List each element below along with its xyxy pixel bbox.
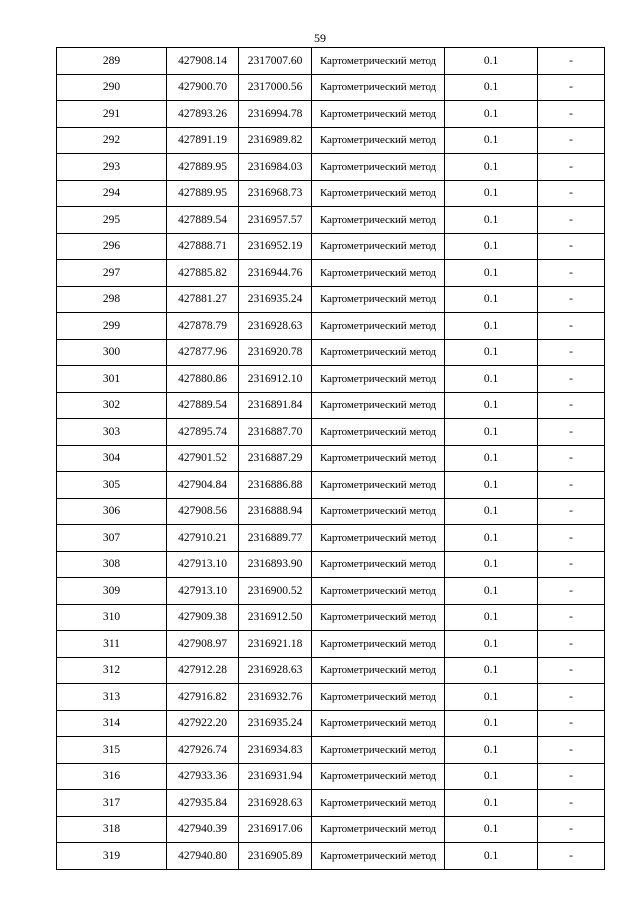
y-coordinate-cell: 2316984.03: [239, 154, 312, 181]
y-coordinate-cell: 2316905.89: [239, 843, 312, 870]
accuracy-cell: 0.1: [445, 472, 538, 499]
point-number-cell: 313: [57, 684, 167, 711]
y-coordinate-cell: 2316952.19: [239, 233, 312, 260]
x-coordinate-cell: 427910.21: [167, 525, 239, 552]
accuracy-cell: 0.1: [445, 525, 538, 552]
accuracy-cell: 0.1: [445, 419, 538, 446]
dash-cell: -: [538, 101, 605, 128]
accuracy-cell: 0.1: [445, 657, 538, 684]
y-coordinate-cell: 2316935.24: [239, 286, 312, 313]
y-coordinate-cell: 2316917.06: [239, 816, 312, 843]
dash-cell: -: [538, 472, 605, 499]
table-row: [57, 578, 605, 605]
method-cell: Картометрический метод: [312, 657, 445, 684]
accuracy-cell: 0.1: [445, 48, 538, 75]
accuracy-cell: 0.1: [445, 154, 538, 181]
table-row: [57, 313, 605, 340]
method-cell: Картометрический метод: [312, 392, 445, 419]
dash-cell: -: [538, 551, 605, 578]
table-row: [57, 419, 605, 446]
x-coordinate-cell: 427895.74: [167, 419, 239, 446]
x-coordinate-cell: 427878.79: [167, 313, 239, 340]
y-coordinate-cell: 2316932.76: [239, 684, 312, 711]
y-coordinate-cell: 2316957.57: [239, 207, 312, 234]
method-cell: Картометрический метод: [312, 604, 445, 631]
y-coordinate-cell: 2316912.10: [239, 366, 312, 393]
y-coordinate-cell: 2316928.63: [239, 657, 312, 684]
point-number-cell: 299: [57, 313, 167, 340]
method-cell: Картометрический метод: [312, 180, 445, 207]
x-coordinate-cell: 427913.10: [167, 578, 239, 605]
dash-cell: -: [538, 260, 605, 287]
point-number-cell: 302: [57, 392, 167, 419]
x-coordinate-cell: 427916.82: [167, 684, 239, 711]
accuracy-cell: 0.1: [445, 551, 538, 578]
x-coordinate-cell: 427912.28: [167, 657, 239, 684]
accuracy-cell: 0.1: [445, 74, 538, 101]
y-coordinate-cell: 2316921.18: [239, 631, 312, 658]
x-coordinate-cell: 427889.95: [167, 154, 239, 181]
table-row: [57, 339, 605, 366]
method-cell: Картометрический метод: [312, 74, 445, 101]
point-number-cell: 309: [57, 578, 167, 605]
table-row: [57, 498, 605, 525]
accuracy-cell: 0.1: [445, 445, 538, 472]
dash-cell: -: [538, 525, 605, 552]
x-coordinate-cell: 427885.82: [167, 260, 239, 287]
point-number-cell: 305: [57, 472, 167, 499]
x-coordinate-cell: 427888.71: [167, 233, 239, 260]
dash-cell: -: [538, 684, 605, 711]
method-cell: Картометрический метод: [312, 207, 445, 234]
point-number-cell: 315: [57, 737, 167, 764]
table-body: [57, 48, 605, 870]
point-number-cell: 314: [57, 710, 167, 737]
point-number-cell: 303: [57, 419, 167, 446]
method-cell: Картометрический метод: [312, 101, 445, 128]
y-coordinate-cell: 2316893.90: [239, 551, 312, 578]
table-row: [57, 631, 605, 658]
table-row: [57, 657, 605, 684]
x-coordinate-cell: 427922.20: [167, 710, 239, 737]
point-number-cell: 318: [57, 816, 167, 843]
table-row: [57, 816, 605, 843]
table-row: [57, 710, 605, 737]
x-coordinate-cell: 427891.19: [167, 127, 239, 154]
method-cell: Картометрический метод: [312, 419, 445, 446]
method-cell: Картометрический метод: [312, 816, 445, 843]
point-number-cell: 319: [57, 843, 167, 870]
accuracy-cell: 0.1: [445, 763, 538, 790]
accuracy-cell: 0.1: [445, 233, 538, 260]
dash-cell: -: [538, 710, 605, 737]
point-number-cell: 300: [57, 339, 167, 366]
table-row: [57, 207, 605, 234]
dash-cell: -: [538, 313, 605, 340]
y-coordinate-cell: 2316934.83: [239, 737, 312, 764]
y-coordinate-cell: 2316989.82: [239, 127, 312, 154]
table-row: [57, 180, 605, 207]
point-number-cell: 312: [57, 657, 167, 684]
point-number-cell: 290: [57, 74, 167, 101]
table-row: [57, 366, 605, 393]
table-row: [57, 843, 605, 870]
method-cell: Картометрический метод: [312, 551, 445, 578]
method-cell: Картометрический метод: [312, 154, 445, 181]
method-cell: Картометрический метод: [312, 763, 445, 790]
x-coordinate-cell: 427880.86: [167, 366, 239, 393]
dash-cell: -: [538, 631, 605, 658]
y-coordinate-cell: 2316944.76: [239, 260, 312, 287]
x-coordinate-cell: 427881.27: [167, 286, 239, 313]
table-row: [57, 737, 605, 764]
point-number-cell: 291: [57, 101, 167, 128]
x-coordinate-cell: 427889.54: [167, 392, 239, 419]
point-number-cell: 317: [57, 790, 167, 817]
point-number-cell: 311: [57, 631, 167, 658]
y-coordinate-cell: 2316900.52: [239, 578, 312, 605]
dash-cell: -: [538, 737, 605, 764]
accuracy-cell: 0.1: [445, 843, 538, 870]
x-coordinate-cell: 427900.70: [167, 74, 239, 101]
x-coordinate-cell: 427904.84: [167, 472, 239, 499]
y-coordinate-cell: 2316912.50: [239, 604, 312, 631]
point-number-cell: 294: [57, 180, 167, 207]
x-coordinate-cell: 427926.74: [167, 737, 239, 764]
dash-cell: -: [538, 816, 605, 843]
dash-cell: -: [538, 286, 605, 313]
dash-cell: -: [538, 790, 605, 817]
method-cell: Картометрический метод: [312, 631, 445, 658]
y-coordinate-cell: 2316889.77: [239, 525, 312, 552]
method-cell: Картометрический метод: [312, 445, 445, 472]
point-number-cell: 289: [57, 48, 167, 75]
method-cell: Картометрический метод: [312, 339, 445, 366]
dash-cell: -: [538, 657, 605, 684]
dash-cell: -: [538, 207, 605, 234]
accuracy-cell: 0.1: [445, 737, 538, 764]
table-row: [57, 101, 605, 128]
dash-cell: -: [538, 578, 605, 605]
table-row: [57, 445, 605, 472]
dash-cell: -: [538, 339, 605, 366]
x-coordinate-cell: 427889.54: [167, 207, 239, 234]
method-cell: Картометрический метод: [312, 737, 445, 764]
coordinates-table: [56, 47, 605, 870]
accuracy-cell: 0.1: [445, 339, 538, 366]
table-row: [57, 48, 605, 75]
accuracy-cell: 0.1: [445, 313, 538, 340]
method-cell: Картометрический метод: [312, 233, 445, 260]
y-coordinate-cell: 2316888.94: [239, 498, 312, 525]
table-row: [57, 74, 605, 101]
y-coordinate-cell: 2316887.29: [239, 445, 312, 472]
y-coordinate-cell: 2316968.73: [239, 180, 312, 207]
y-coordinate-cell: 2316935.24: [239, 710, 312, 737]
y-coordinate-cell: 2316886.88: [239, 472, 312, 499]
point-number-cell: 292: [57, 127, 167, 154]
dash-cell: -: [538, 843, 605, 870]
table-row: [57, 684, 605, 711]
table-row: [57, 790, 605, 817]
point-number-cell: 307: [57, 525, 167, 552]
accuracy-cell: 0.1: [445, 127, 538, 154]
method-cell: Картометрический метод: [312, 286, 445, 313]
y-coordinate-cell: 2316928.63: [239, 790, 312, 817]
x-coordinate-cell: 427909.38: [167, 604, 239, 631]
dash-cell: -: [538, 445, 605, 472]
table-row: [57, 127, 605, 154]
method-cell: Картометрический метод: [312, 843, 445, 870]
method-cell: Картометрический метод: [312, 498, 445, 525]
y-coordinate-cell: 2316994.78: [239, 101, 312, 128]
dash-cell: -: [538, 763, 605, 790]
table-row: [57, 286, 605, 313]
method-cell: Картометрический метод: [312, 260, 445, 287]
method-cell: Картометрический метод: [312, 525, 445, 552]
method-cell: Картометрический метод: [312, 313, 445, 340]
x-coordinate-cell: 427877.96: [167, 339, 239, 366]
dash-cell: -: [538, 233, 605, 260]
table-row: [57, 763, 605, 790]
x-coordinate-cell: 427933.36: [167, 763, 239, 790]
method-cell: Картометрический метод: [312, 366, 445, 393]
method-cell: Картометрический метод: [312, 472, 445, 499]
dash-cell: -: [538, 154, 605, 181]
accuracy-cell: 0.1: [445, 631, 538, 658]
x-coordinate-cell: 427901.52: [167, 445, 239, 472]
dash-cell: -: [538, 604, 605, 631]
point-number-cell: 293: [57, 154, 167, 181]
table-row: [57, 472, 605, 499]
x-coordinate-cell: 427908.14: [167, 48, 239, 75]
dash-cell: -: [538, 74, 605, 101]
method-cell: Картометрический метод: [312, 790, 445, 817]
table-row: [57, 525, 605, 552]
point-number-cell: 297: [57, 260, 167, 287]
method-cell: Картометрический метод: [312, 684, 445, 711]
accuracy-cell: 0.1: [445, 180, 538, 207]
method-cell: Картометрический метод: [312, 710, 445, 737]
point-number-cell: 310: [57, 604, 167, 631]
method-cell: Картометрический метод: [312, 578, 445, 605]
accuracy-cell: 0.1: [445, 604, 538, 631]
table-row: [57, 392, 605, 419]
accuracy-cell: 0.1: [445, 260, 538, 287]
dash-cell: -: [538, 48, 605, 75]
x-coordinate-cell: 427940.39: [167, 816, 239, 843]
dash-cell: -: [538, 498, 605, 525]
dash-cell: -: [538, 127, 605, 154]
accuracy-cell: 0.1: [445, 710, 538, 737]
y-coordinate-cell: 2316931.94: [239, 763, 312, 790]
y-coordinate-cell: 2317000.56: [239, 74, 312, 101]
accuracy-cell: 0.1: [445, 498, 538, 525]
x-coordinate-cell: 427889.95: [167, 180, 239, 207]
x-coordinate-cell: 427908.97: [167, 631, 239, 658]
table-row: [57, 260, 605, 287]
table-row: [57, 154, 605, 181]
x-coordinate-cell: 427940.80: [167, 843, 239, 870]
point-number-cell: 295: [57, 207, 167, 234]
accuracy-cell: 0.1: [445, 790, 538, 817]
point-number-cell: 298: [57, 286, 167, 313]
accuracy-cell: 0.1: [445, 207, 538, 234]
point-number-cell: 301: [57, 366, 167, 393]
point-number-cell: 316: [57, 763, 167, 790]
point-number-cell: 306: [57, 498, 167, 525]
accuracy-cell: 0.1: [445, 366, 538, 393]
y-coordinate-cell: 2317007.60: [239, 48, 312, 75]
accuracy-cell: 0.1: [445, 101, 538, 128]
accuracy-cell: 0.1: [445, 816, 538, 843]
y-coordinate-cell: 2316891.84: [239, 392, 312, 419]
dash-cell: -: [538, 419, 605, 446]
point-number-cell: 304: [57, 445, 167, 472]
point-number-cell: 296: [57, 233, 167, 260]
method-cell: Картометрический метод: [312, 127, 445, 154]
accuracy-cell: 0.1: [445, 684, 538, 711]
page-number: 59: [314, 31, 326, 45]
accuracy-cell: 0.1: [445, 392, 538, 419]
dash-cell: -: [538, 180, 605, 207]
y-coordinate-cell: 2316928.63: [239, 313, 312, 340]
table-row: [57, 604, 605, 631]
dash-cell: -: [538, 392, 605, 419]
x-coordinate-cell: 427913.10: [167, 551, 239, 578]
x-coordinate-cell: 427893.26: [167, 101, 239, 128]
dash-cell: -: [538, 366, 605, 393]
x-coordinate-cell: 427908.56: [167, 498, 239, 525]
accuracy-cell: 0.1: [445, 286, 538, 313]
point-number-cell: 308: [57, 551, 167, 578]
method-cell: Картометрический метод: [312, 48, 445, 75]
table-row: [57, 233, 605, 260]
x-coordinate-cell: 427935.84: [167, 790, 239, 817]
y-coordinate-cell: 2316887.70: [239, 419, 312, 446]
table-row: [57, 551, 605, 578]
accuracy-cell: 0.1: [445, 578, 538, 605]
y-coordinate-cell: 2316920.78: [239, 339, 312, 366]
